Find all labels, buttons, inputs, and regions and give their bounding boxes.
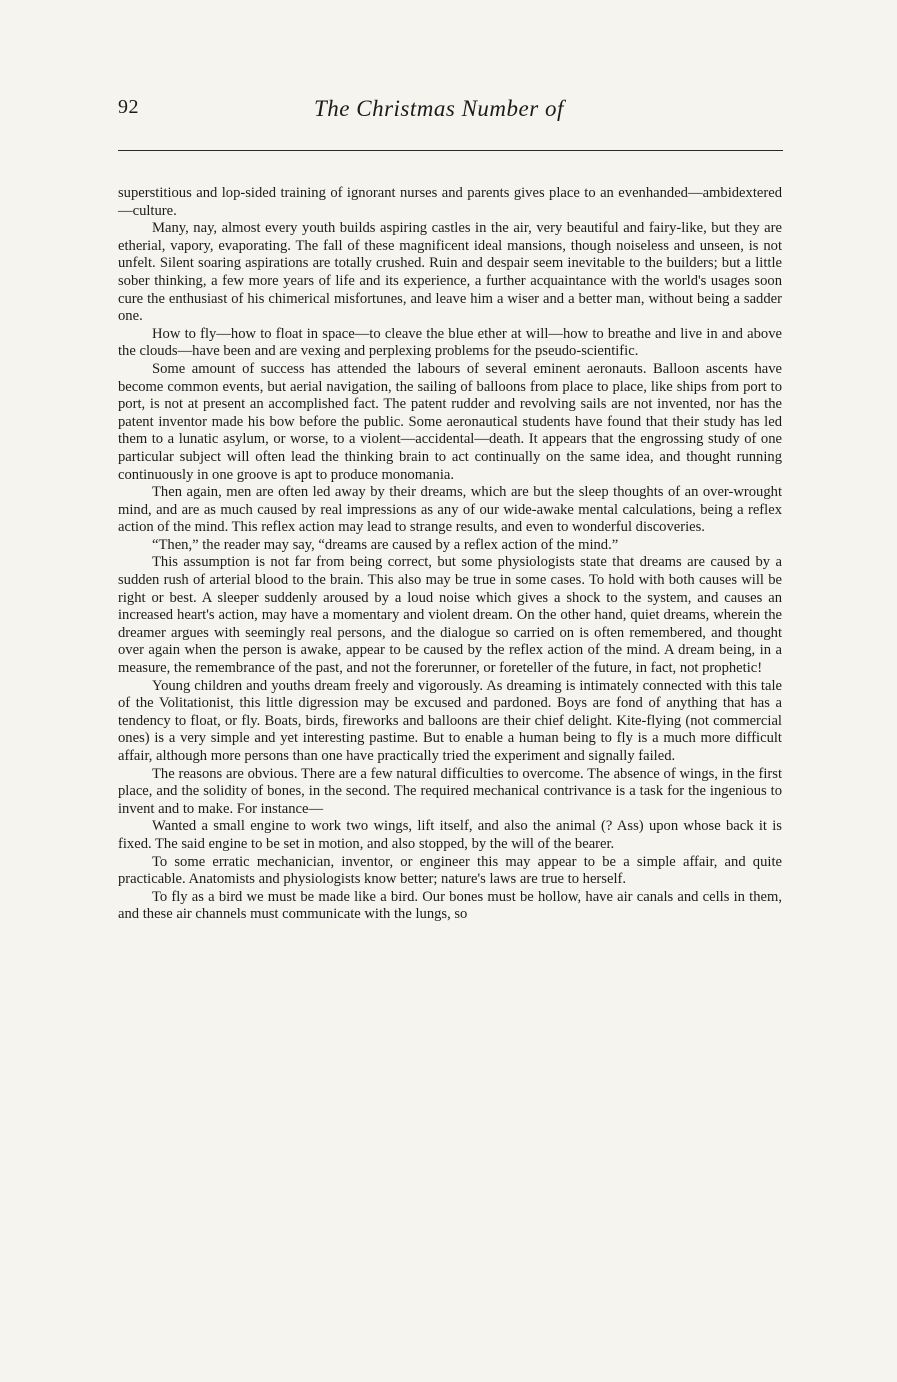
header-rule	[118, 150, 783, 151]
paragraph: Some amount of success has attended the labours of several eminent aeronauts. Balloon ascents have become common events, but aerial navigation, the sailing of balloons from place to place, like ships from port to port, is not at present an accomplished fact. The patent rudder and revolving sails are not invented, nor has the patent inventor made his bow before the public. Some aeronautical students have found that their study has led them to a lunatic asylum, or worse, to a violent—accidental—death. It appears that the engrossing study of one particular subject will often lead the thinking brain to act continually on the same idea, and thought running continuously in one groove is apt to produce monomania.	[118, 360, 782, 483]
body-text	[118, 185, 782, 924]
page-number: 92	[118, 96, 139, 118]
running-title: The Christmas Number of	[314, 96, 564, 121]
paragraph: To some erratic mechanician, inventor, or engineer this may appear to be a simple affair, and quite practicable. Anatomists and physiologists know better; nature's laws are true to herself.	[118, 853, 782, 888]
paragraph: “Then,” the reader may say, “dreams are caused by a reflex action of the mind.”	[152, 536, 619, 553]
page-header	[118, 96, 780, 128]
paragraph: The reasons are obvious. There are a few natural difficulties to overcome. The absence of wings, in the first place, and the solidity of bones, in the second. The required mechanical contrivance is a task for the ingenious to invent and to make. For instance—	[118, 765, 782, 817]
paragraph: To fly as a bird we must be made like a bird. Our bones must be hollow, have air canals and cells in them, and these air channels must communicate with the lungs, so	[118, 888, 782, 923]
paragraph: Many, nay, almost every youth builds aspiring castles in the air, very beautiful and fairy-like, but they are etherial, vapory, evaporating. The fall of these magnificent ideal mansions, though noiseless and unseen, is not unfelt. Silent soaring aspirations are totally crushed. Ruin and despair seem inevitable to the builders; but a little sober thinking, a few more years of life and its experience, a further acquaintance with the world's usages soon cure the enthusiast of his chimerical misfortunes, and leave him a wiser and a better man, without being a sadder one.	[118, 220, 782, 325]
paragraph: Young children and youths dream freely and vigorously. As dreaming is intimately connected with this tale of the Volitationist, this little digression may be excused and pardoned. Boys are fond of anything that has a tendency to float, or fly. Boats, birds, fireworks and balloons are their chief delight. Kite-flying (not commercial ones) is a very simple and yet interesting pastime. But to enable a human being to fly is a much more difficult affair, although more persons than one have practically tried the experiment and signally failed.	[118, 677, 782, 764]
paragraph: superstitious and lop-sided training of ignorant nurses and parents gives place to an evenhanded—ambidextered—culture.	[118, 185, 782, 219]
paragraph: Wanted a small engine to work two wings, lift itself, and also the animal (? Ass) upon whose back it is fixed. The said engine to be set in motion, and also stopped, by the will of the bearer.	[118, 818, 782, 852]
paragraph: This assumption is not far from being correct, but some physiologists state that dreams are caused by a sudden rush of arterial blood to the brain. This also may be true in some cases. To hold with both causes will be right or best. A sleeper suddenly aroused by a loud noise which gives a shock to the system, and causes an increased heart's action, may have a momentary and violent dream. On the other hand, quiet dreams, wherein the dreamer argues with seemingly real persons, and the dialogue so carried on is often remembered, and thought over again when the person is awake, appear to be caused by the reflex action of the mind. A dream being, in a measure, the remembrance of the past, and not the forerunner, or foreteller of the future, in fact, not prophetic!	[118, 554, 782, 677]
paragraph: How to fly—how to float in space—to cleave the blue ether at will—how to breathe and live in and above the clouds—have been and are vexing and perplexing problems for the pseudo-scientific.	[118, 325, 782, 360]
paragraph: Then again, men are often led away by their dreams, which are but the sleep thoughts of an over-wrought mind, and are as much caused by real impressions as any of our wide-awake mental calculations, being a reflex action of the mind. This reflex action may lead to strange results, and even to wonderful discoveries.	[118, 484, 782, 536]
